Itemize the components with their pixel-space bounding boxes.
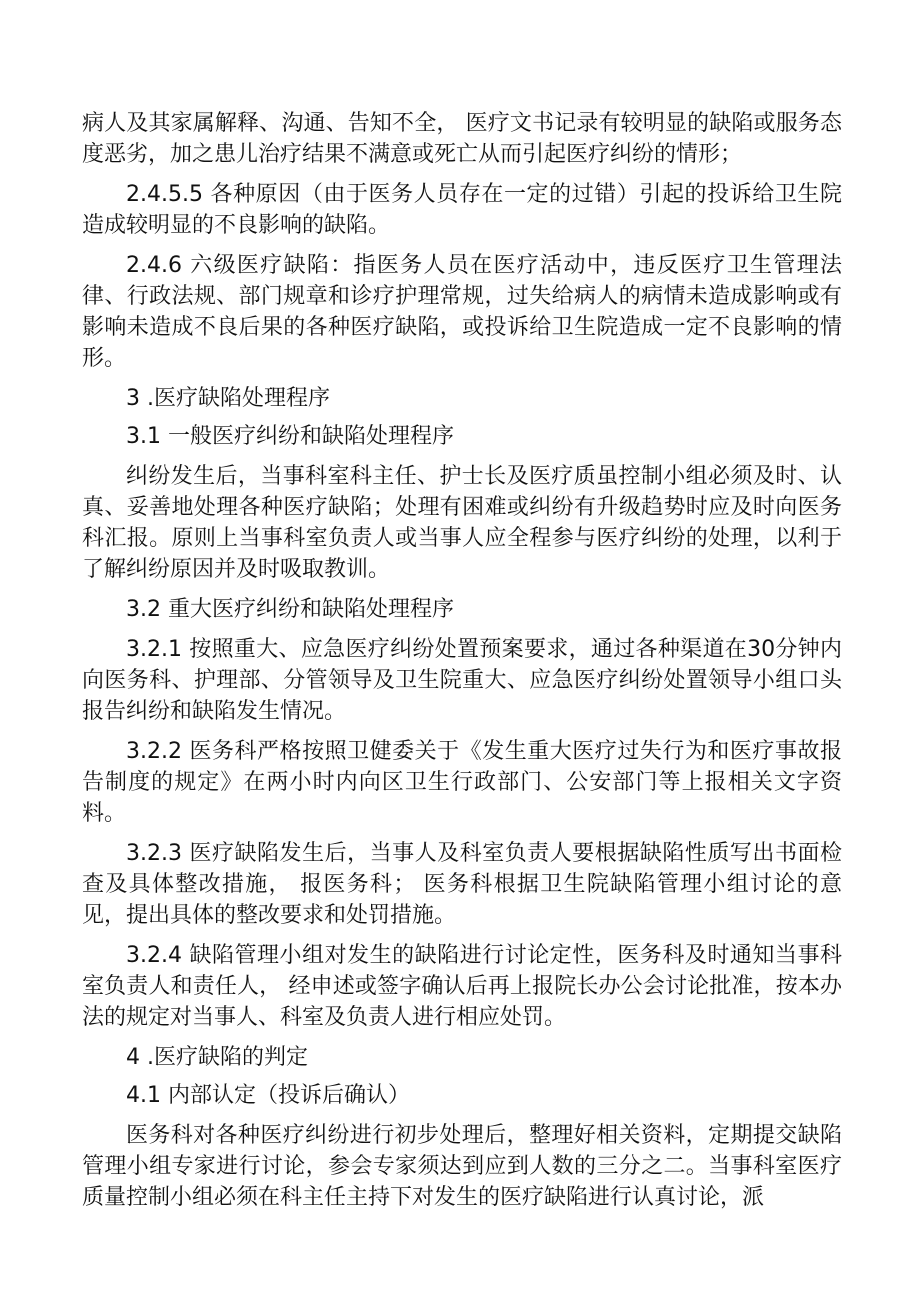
heading-3-1: 3.1 一般医疗纠纷和缺陷处理程序 (126, 424, 454, 449)
document-page (82, 108, 842, 1222)
paragraph-2-4-5-5: 2.4.5.5 各种原因（由于医务人员存在一定的过错）引起的投诉给卫生院造成较明显的不良影响的缺陷。 (82, 182, 842, 238)
heading-section-3: 3 .医疗缺陷处理程序 (126, 386, 330, 411)
paragraph-continuation: 病人及其家属解释、沟通、告知不全， 医疗文书记录有较明显的缺陷或服务态度恶劣，加之患儿治疗结果不满意或死亡从而引起医疗纠纷的情形； (82, 111, 842, 167)
heading-3-2: 3.2 重大医疗纠纷和缺陷处理程序 (126, 597, 454, 622)
paragraph-3-2-4: 3.2.4 缺陷管理小组对发生的缺陷进行讨论定性，医务科及时通知当事科室负责人和责任人， 经申述或签字确认后再上报院长办公会讨论批准，按本办法的规定对当事人、科室及负责人进行相应处罚。 (82, 943, 842, 1030)
paragraph-3-1-body: 纠纷发生后，当事科室科主任、护士长及医疗质虽控制小组必须及时、认真、妥善地处理各种医疗缺陷；处理有困难或纠纷有升级趋势时应及时向医务科汇报。原则上当事科室负责人或当事人应全程参与医疗纠纷的处理，以利于了解纠纷原因并及时吸取教训。 (82, 464, 842, 582)
heading-4-1: 4.1 内部认定（投诉后确认） (126, 1083, 410, 1108)
paragraph-3-2-2: 3.2.2 医务科严格按照卫健委关于《发生重大医疗过失行为和医疗事故报告制度的规定》在两小时内向区卫生行政部门、公安部门等上报相关文字资料。 (82, 739, 842, 826)
paragraph-2-4-6: 2.4.6 六级医疗缺陷：指医务人员在医疗活动中，违反医疗卫生管理法律、行政法规、部门规章和诊疗护理常规，过失给病人的病情未造成影响或有影响未造成不良后果的各种医疗缺陷，或投诉给卫生院造成一定不良影响的情形。 (82, 253, 842, 371)
heading-section-4: 4 .医疗缺陷的判定 (126, 1045, 308, 1070)
paragraph-4-1-body: 医务科对各种医疗纠纷进行初步处理后，整理好相关资料，定期提交缺陷管理小组专家进行讨论，参会专家须达到应到人数的三分之二。当事科室医疗质量控制小组必须在科主任主持下对发生的医疗缺陷进行认真讨论，派 (82, 1123, 842, 1210)
paragraph-3-2-3: 3.2.3 医疗缺陷发生后，当事人及科室负责人要根据缺陷性质写出书面检查及具体整改措施， 报医务科； 医务科根据卫生院缺陷管理小组讨论的意见，提出具体的整改要求和处罚措施。 (82, 841, 842, 928)
paragraph-3-2-1: 3.2.1 按照重大、应急医疗纠纷处置预案要求，通过各种渠道在30分钟内向医务科、护理部、分管领导及卫生院重大、应急医疗纠纷处置领导小组口头报告纠纷和缺陷发生情况。 (82, 637, 842, 724)
